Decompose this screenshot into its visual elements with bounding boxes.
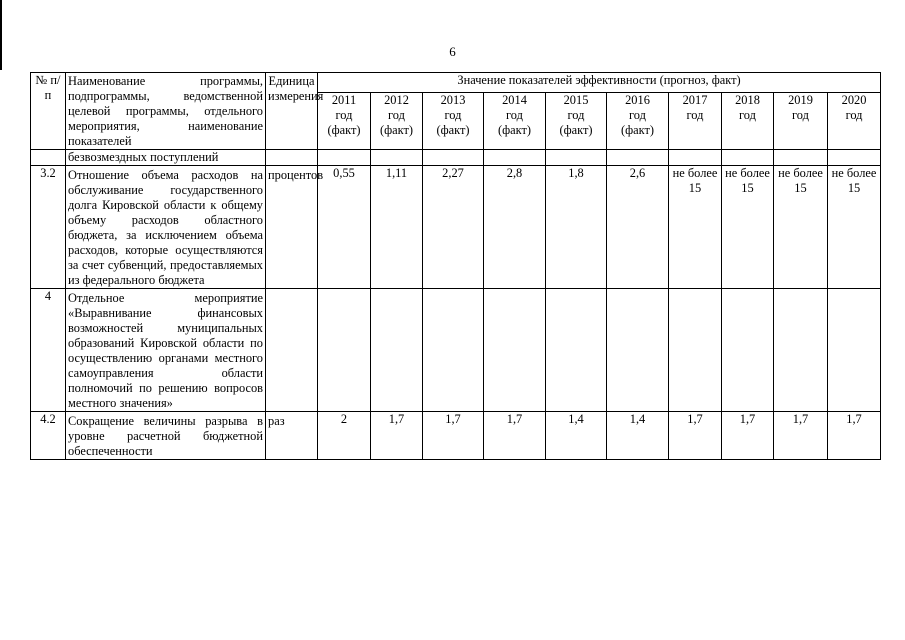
row-value <box>423 289 484 412</box>
row-value <box>669 150 722 166</box>
row-value: 1,7 <box>484 412 546 460</box>
table-row <box>31 166 881 289</box>
row-value: 1,7 <box>371 412 423 460</box>
year-header-2011: 2011 год (факт) <box>318 92 371 149</box>
row-num: 4.2 <box>31 412 66 460</box>
row-value: 0,55 <box>318 166 371 289</box>
row-value <box>546 289 607 412</box>
year-header-2020: 2020 год <box>828 92 881 149</box>
year-header-2017: 2017 год <box>669 92 722 149</box>
row-value: 2,27 <box>423 166 484 289</box>
row-value <box>318 289 371 412</box>
row-value <box>722 289 774 412</box>
table-row <box>31 150 881 166</box>
table-row <box>31 289 881 412</box>
row-value: 1,4 <box>546 412 607 460</box>
indicators-table <box>30 72 881 460</box>
row-value <box>607 289 669 412</box>
row-value: 1,7 <box>423 412 484 460</box>
table-header-row <box>31 73 881 93</box>
row-value: 1,7 <box>774 412 828 460</box>
row-value <box>546 150 607 166</box>
row-num: 3.2 <box>31 166 66 289</box>
row-value <box>371 150 423 166</box>
row-value: 1,8 <box>546 166 607 289</box>
page-number: 6 <box>449 44 456 59</box>
row-unit <box>266 150 318 166</box>
row-unit: раз <box>266 412 318 460</box>
row-name: Отношение объема расходов на обслуживание государственного долга Кировской области к общему объему расходов областного бюджета, за исключением объема расходов, которые осуществляются за счет субвенций, предоставляемых из федерального бюджета <box>66 166 266 289</box>
year-header-2013: 2013 год (факт) <box>423 92 484 149</box>
row-num: 4 <box>31 289 66 412</box>
year-header-2018: 2018 год <box>722 92 774 149</box>
row-value <box>774 289 828 412</box>
row-value: 1,7 <box>722 412 774 460</box>
year-header-2015: 2015 год (факт) <box>546 92 607 149</box>
table-row <box>31 412 881 460</box>
row-value: 1,11 <box>371 166 423 289</box>
row-value: не более 15 <box>669 166 722 289</box>
row-value <box>423 150 484 166</box>
row-unit <box>266 289 318 412</box>
row-num <box>31 150 66 166</box>
row-value: 2,8 <box>484 166 546 289</box>
row-value: не более 15 <box>774 166 828 289</box>
row-value <box>318 150 371 166</box>
row-value <box>722 150 774 166</box>
row-value: 2,6 <box>607 166 669 289</box>
row-name: Сокращение величины разрыва в уровне расчетной бюджетной обеспеченности <box>66 412 266 460</box>
row-value <box>371 289 423 412</box>
row-value <box>828 289 881 412</box>
row-value: не более 15 <box>722 166 774 289</box>
row-value <box>669 289 722 412</box>
year-header-2019: 2019 год <box>774 92 828 149</box>
row-value: 1,7 <box>828 412 881 460</box>
year-header-2012: 2012 год (факт) <box>371 92 423 149</box>
header-name: Наименование программы, подпрограммы, ведомственной целевой программы, отдельного мероприятия, наименование показателей <box>66 73 266 150</box>
header-unit: Единица измерения <box>266 73 318 150</box>
row-value <box>774 150 828 166</box>
row-value: 2 <box>318 412 371 460</box>
row-name: безвозмездных поступлений <box>66 150 266 166</box>
year-header-2014: 2014 год (факт) <box>484 92 546 149</box>
row-value: 1,4 <box>607 412 669 460</box>
row-value: не более 15 <box>828 166 881 289</box>
row-value: 1,7 <box>669 412 722 460</box>
row-value <box>828 150 881 166</box>
row-value <box>484 289 546 412</box>
year-header-2016: 2016 год (факт) <box>607 92 669 149</box>
row-unit: процентов <box>266 166 318 289</box>
row-value <box>607 150 669 166</box>
header-values: Значение показателей эффективности (прогноз, факт) <box>318 73 881 93</box>
row-value <box>484 150 546 166</box>
row-name: Отдельное мероприятие «Выравнивание финансовых возможностей муниципальных образований Кировской области по осуществлению органами местного самоуправления области полномочий по решению вопросов местного значения» <box>66 289 266 412</box>
header-num: № п/п <box>31 73 66 150</box>
